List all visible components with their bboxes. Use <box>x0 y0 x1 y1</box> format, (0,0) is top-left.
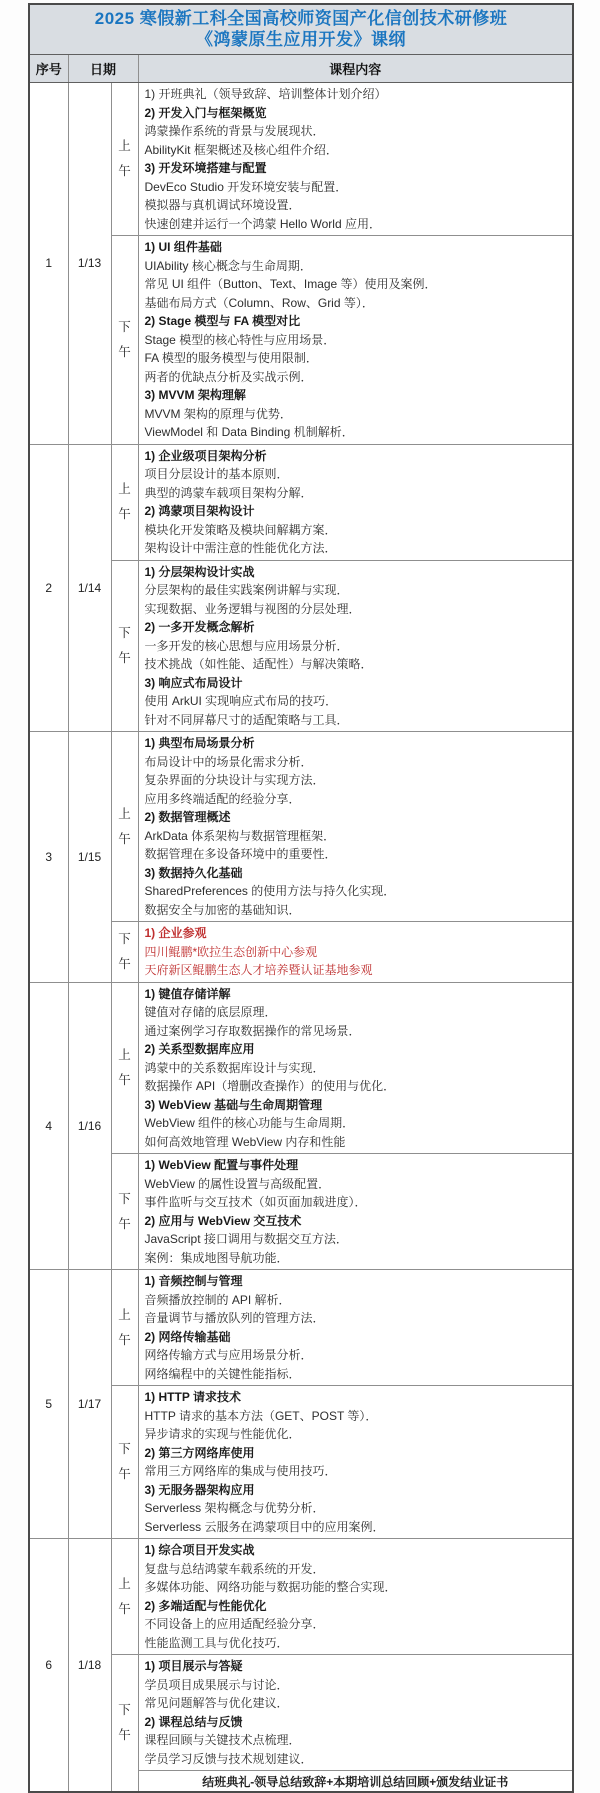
content-line: 复盘与总结鸿蒙车载系统的开发． <box>144 1561 325 1576</box>
content-line: 学员学习反馈与技术规划建议． <box>144 1751 313 1766</box>
morning-label-cell <box>111 83 138 236</box>
content-line: 1) 键值存储详解 <box>144 986 231 1001</box>
period-char: 下 <box>118 1703 131 1717</box>
morning-content-cell <box>138 982 573 1154</box>
content-line: 架构设计中需注意的性能优化方法． <box>144 541 337 555</box>
content-line: 常见问题解答与优化建议． <box>144 1696 289 1710</box>
content-line: 典型的鸿蒙车载项目架构分解． <box>144 485 313 500</box>
content-line: 数据操作 API（增删改查操作）的使用与优化． <box>144 1079 396 1093</box>
content-line: 异步请求的实现与性能优化． <box>144 1427 301 1441</box>
content-line: DevEco Studio 开发环境安装与配置． <box>144 179 348 194</box>
afternoon-content-cell <box>138 1154 573 1270</box>
content-line: 2) Stage 模型与 FA 模型对比 <box>144 314 301 328</box>
afternoon-label-cell <box>111 1154 138 1270</box>
period-char: 上 <box>118 1307 131 1322</box>
content-line: 2) 一多开发概念解析 <box>144 620 255 634</box>
content-line: AbilityKit 框架概述及核心组件介绍． <box>144 142 338 157</box>
content-line: 基础布局方式（Column、Row、Grid 等）． <box>144 295 374 310</box>
schedule-row <box>29 982 573 1154</box>
content-line: 学员项目成果展示与讨论． <box>144 1677 289 1692</box>
content-line: Serverless 云服务在鸿蒙项目中的应用案例． <box>144 1519 385 1534</box>
period-char: 上 <box>118 139 131 153</box>
period-char: 午 <box>118 1332 131 1347</box>
morning-label-cell <box>111 444 138 560</box>
schedule-row <box>29 732 573 922</box>
period-char: 午 <box>118 1216 131 1231</box>
period-char: 下 <box>118 931 131 946</box>
content-line: 鸿蒙中的关系数据库设计与实现． <box>144 1060 325 1075</box>
content-line: 1) UI 组件基础 <box>144 240 222 254</box>
content-line: 网络传输方式与应用场景分析． <box>144 1348 313 1362</box>
content-line: 1) 综合项目开发实战 <box>144 1543 255 1557</box>
morning-label-cell <box>111 1539 138 1655</box>
date-cell: 1/13 <box>68 83 111 445</box>
content-line: 实现数据、业务逻辑与视图的分层处理． <box>144 601 361 616</box>
title-line-1: 2025 寒假新工科全国高校师资国产化信创技术研修班 <box>94 9 508 28</box>
content-line: 2) 关系型数据库应用 <box>144 1042 255 1056</box>
morning-label-cell <box>111 1270 138 1386</box>
schedule-row <box>29 1539 573 1655</box>
content-line: 两者的优缺点分析及实战示例． <box>144 369 313 384</box>
period-char: 下 <box>118 1442 131 1456</box>
afternoon-content-cell <box>138 922 573 983</box>
content-line: 3) WebView 基础与生命周期管理 <box>144 1097 323 1112</box>
content-line: 1) 开班典礼（领导致辞、培训整体计划介绍） <box>144 87 387 101</box>
content-line: 1) WebView 配置与事件处理 <box>144 1158 299 1172</box>
period-char: 午 <box>118 1601 131 1616</box>
content-line: JavaScript 接口调用与数据交互方法． <box>144 1232 348 1246</box>
content-line: 3) 无服务器架构应用 <box>144 1482 255 1497</box>
content-line: 通过案例学习存取数据操作的常见场景． <box>144 1023 361 1038</box>
content-line: SharedPreferences 的使用方法与持久化实现． <box>144 884 396 898</box>
content-line: 布局设计中的场景化需求分析． <box>144 754 313 769</box>
content-line: 1) HTTP 请求技术 <box>144 1390 241 1404</box>
period-char: 午 <box>118 507 131 521</box>
table-title <box>29 4 573 55</box>
period-char: 上 <box>118 1047 131 1062</box>
schedule-row <box>29 1386 573 1539</box>
content-line: 鸿蒙操作系统的背景与发展现状． <box>144 124 325 138</box>
content-line: 项目分层设计的基本原则． <box>144 467 289 481</box>
day-index-cell: 3 <box>29 732 68 983</box>
content-line: 1) 典型布局场景分析 <box>144 736 255 750</box>
content-line: 2) 数据管理概述 <box>144 810 231 824</box>
content-line: 性能监测工具与优化技巧． <box>144 1635 289 1650</box>
title-line-2: 《鸿蒙原生应用开发》课纲 <box>196 30 407 49</box>
content-line: 案例：集成地图导航功能． <box>144 1250 289 1265</box>
content-line: MVVM 架构的原理与优势． <box>144 406 292 421</box>
content-line: 如何高效地管理 WebView 内存和性能 <box>144 1134 346 1149</box>
date-cell: 1/14 <box>68 444 111 732</box>
afternoon-content-cell <box>138 236 573 445</box>
content-line: 键值对存储的底层原理． <box>144 1005 277 1019</box>
content-line: 1) 企业参观 <box>144 926 207 940</box>
content-line: 1) 分层架构设计实战 <box>144 564 255 579</box>
morning-content-cell <box>138 1270 573 1386</box>
col-header-content: 课程内容 <box>138 55 573 83</box>
afternoon-content-cell <box>138 1655 573 1771</box>
period-char: 午 <box>118 344 131 359</box>
schedule-row <box>29 1154 573 1270</box>
morning-content-cell <box>138 1539 573 1655</box>
day-index-cell: 6 <box>29 1539 68 1793</box>
period-char: 上 <box>118 482 131 496</box>
schedule-row <box>29 922 573 983</box>
content-line: 四川鲲鹏*欧拉生态创新中心参观 <box>144 944 318 959</box>
schedule-row <box>29 1270 573 1386</box>
period-char: 上 <box>118 806 131 821</box>
curriculum-table <box>28 3 574 1793</box>
content-line: 1) 音频控制与管理 <box>144 1274 243 1288</box>
content-line: ViewModel 和 Data Binding 机制解析． <box>144 425 354 439</box>
date-cell: 1/15 <box>68 732 111 983</box>
content-line: 3) MVVM 架构理解 <box>144 388 246 402</box>
closing-ceremony-text: 结班典礼-领导总结致辞+本期培训总结回顾+颁发结业证书 <box>138 1771 573 1793</box>
content-line: HTTP 请求的基本方法（GET、POST 等）． <box>144 1408 378 1423</box>
period-char: 下 <box>118 625 131 640</box>
column-header-row <box>29 55 573 83</box>
content-line: WebView 组件的核心功能与生命周期． <box>144 1116 355 1130</box>
afternoon-content-cell <box>138 560 573 732</box>
content-line: 音频播放控制的 API 解析． <box>144 1292 291 1307</box>
content-line: Serverless 架构概念与优势分析． <box>144 1501 325 1515</box>
content-line: 不同设备上的应用适配经验分享． <box>144 1617 325 1631</box>
morning-content-cell <box>138 83 573 236</box>
title-row <box>29 4 573 55</box>
content-line: 3) 数据持久化基础 <box>144 865 243 880</box>
content-line: 数据管理在多设备环境中的重要性． <box>144 847 337 861</box>
content-line: 分层架构的最佳实践案例讲解与实现． <box>144 583 349 597</box>
content-line: 2) 课程总结与反馈 <box>144 1714 243 1729</box>
content-line: 复杂界面的分块设计与实现方法． <box>144 773 325 787</box>
afternoon-label-cell <box>111 922 138 983</box>
date-cell: 1/18 <box>68 1539 111 1793</box>
content-line: 快速创建并运行一个鸿蒙 Hello World 应用． <box>144 216 381 231</box>
period-char: 午 <box>118 956 131 971</box>
content-line: WebView 的属性设置与高级配置． <box>144 1176 331 1191</box>
content-line: 3) 开发环境搭建与配置 <box>144 161 267 175</box>
content-line: 2) 开发入门与框架概览 <box>144 105 267 120</box>
content-line: 课程回顾与关键技术点梳理． <box>144 1733 301 1747</box>
period-char: 午 <box>118 650 131 665</box>
content-line: FA 模型的服务模型与使用限制． <box>144 351 318 365</box>
period-char: 上 <box>118 1576 131 1591</box>
schedule-row <box>29 236 573 445</box>
schedule-row <box>29 444 573 560</box>
content-line: 2) 网络传输基础 <box>144 1329 231 1344</box>
content-line: ArkData 体系架构与数据管理框架． <box>144 828 336 843</box>
content-line: 天府新区鲲鹏生态人才培养暨认证基地参观 <box>144 963 373 977</box>
content-line: 多媒体功能、网络功能与数据功能的整合实现． <box>144 1580 397 1594</box>
afternoon-content-cell <box>138 1386 573 1539</box>
content-line: 使用 ArkUI 实现响应式布局的技巧． <box>144 694 338 708</box>
content-line: UIAbility 核心概念与生命周期． <box>144 258 312 273</box>
content-line: 2) 鸿蒙项目架构设计 <box>144 504 255 518</box>
content-line: 常用三方网络库的集成与使用技巧． <box>144 1464 337 1478</box>
content-line: 模拟器与真机调试环境设置． <box>144 198 301 212</box>
schedule-body <box>29 83 573 1793</box>
morning-content-cell <box>138 444 573 560</box>
content-line: 1) 项目展示与答疑 <box>144 1659 243 1673</box>
afternoon-label-cell <box>111 1386 138 1539</box>
day-index-cell: 5 <box>29 1270 68 1539</box>
date-cell: 1/16 <box>68 982 111 1270</box>
schedule-row <box>29 560 573 732</box>
content-line: 1) 企业级项目架构分析 <box>144 448 267 463</box>
col-header-index: 序号 <box>29 55 68 83</box>
content-line: Stage 模型的核心特性与应用场景． <box>144 332 336 347</box>
content-line: 模块化开发策略及模块间解耦方案． <box>144 522 337 537</box>
period-char: 午 <box>118 831 131 846</box>
content-line: 数据安全与加密的基础知识． <box>144 902 301 917</box>
day-index-cell: 2 <box>29 444 68 732</box>
schedule-row <box>29 83 573 236</box>
period-char: 下 <box>118 319 131 334</box>
morning-label-cell <box>111 982 138 1154</box>
content-line: 3) 响应式布局设计 <box>144 675 243 690</box>
period-char: 午 <box>118 1072 131 1087</box>
period-char: 午 <box>118 1728 131 1742</box>
day-index-cell: 1 <box>29 83 68 445</box>
afternoon-label-cell <box>111 236 138 445</box>
schedule-row <box>29 1655 573 1771</box>
afternoon-label-cell <box>111 1655 138 1793</box>
content-line: 应用多终端适配的经验分享． <box>144 791 301 806</box>
afternoon-label-cell <box>111 560 138 732</box>
content-line: 2) 多端适配与性能优化 <box>144 1598 267 1613</box>
content-line: 2) 第三方网络库使用 <box>144 1445 255 1460</box>
content-line: 技术挑战（如性能、适配性）与解决策略． <box>144 657 373 671</box>
period-char: 午 <box>118 1467 131 1481</box>
content-line: 网络编程中的关键性能指标． <box>144 1366 301 1381</box>
content-line: 常见 UI 组件（Button、Text、Image 等）使用及案例． <box>144 277 437 291</box>
content-line: 事件监听与交互技术（如页面加载进度）． <box>144 1195 367 1209</box>
content-line: 针对不同屏幕尺寸的适配策略与工具． <box>144 712 349 727</box>
col-header-date: 日期 <box>68 55 138 83</box>
morning-label-cell <box>111 732 138 922</box>
morning-content-cell <box>138 732 573 922</box>
date-cell: 1/17 <box>68 1270 111 1539</box>
content-line: 一多开发的核心思想与应用场景分析． <box>144 638 349 653</box>
content-line: 2) 应用与 WebView 交互技术 <box>144 1213 302 1228</box>
content-line: 音量调节与播放队列的管理方法． <box>144 1311 325 1325</box>
period-char: 午 <box>118 164 131 178</box>
period-char: 下 <box>118 1191 131 1206</box>
day-index-cell: 4 <box>29 982 68 1270</box>
